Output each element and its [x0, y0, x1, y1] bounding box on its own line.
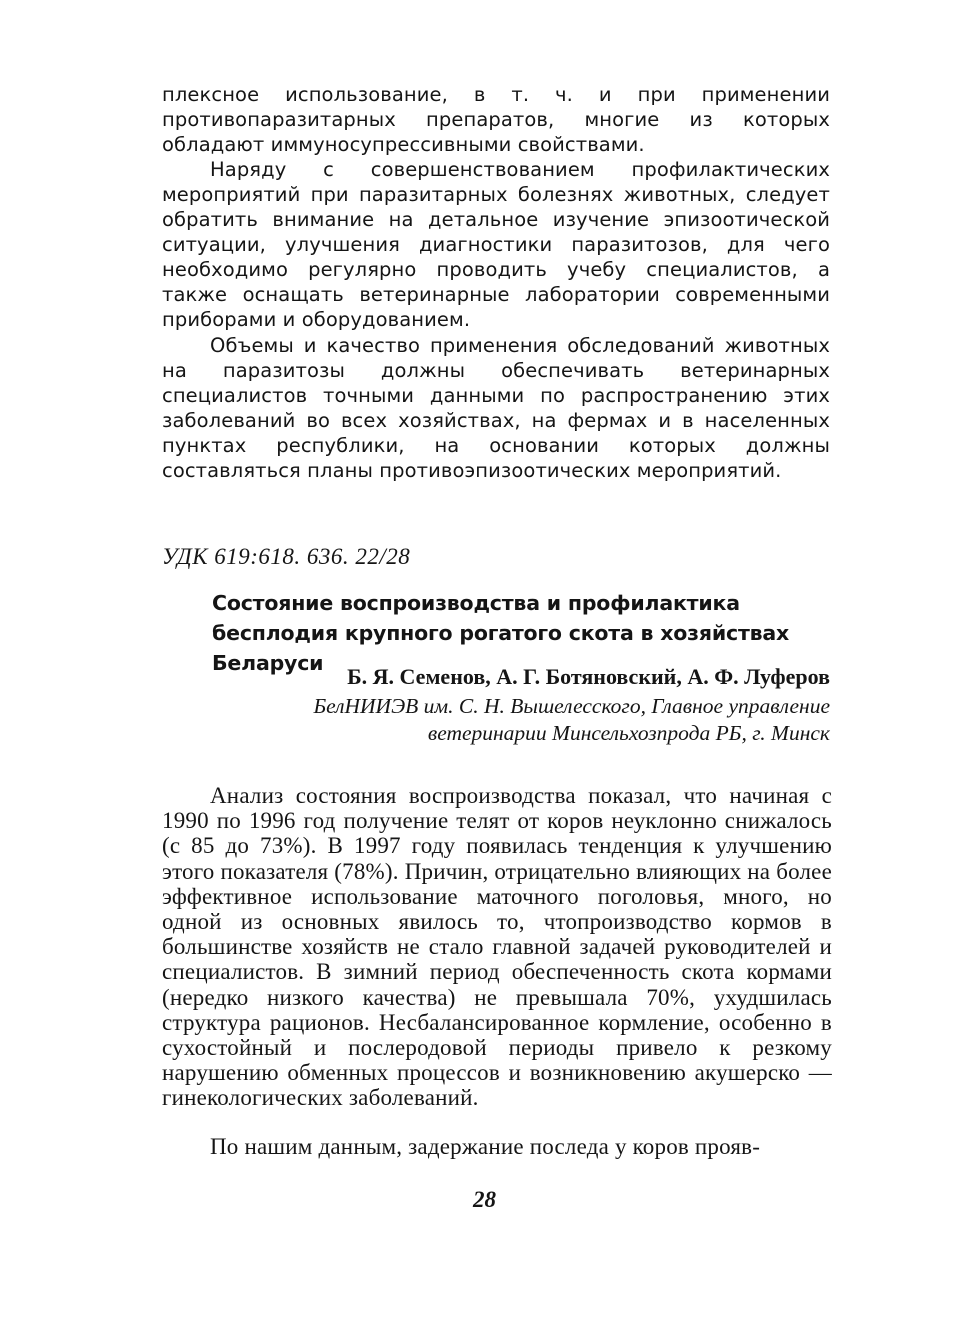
affiliation: БелНИИЭВ им. С. Н. Вышелесского, Главное управление ветеринарии Минсельхозпрода РБ, г. Минск	[313, 694, 830, 745]
paragraph-1: плексное использование, в т. ч. и при применении противопаразитарных препаратов, многие из которых обладают иммуносупрессивными свойствами.	[162, 83, 830, 156]
paragraph-2: Наряду с совершенствованием профилактических мероприятий при паразитарных болезнях животных, следует обратить внимание на детальное изучение эпизоотической ситуации, улучшения диагностики паразитозов, для чего необходимо регулярно проводить учебу специалистов, а также оснащать ветеринарные лаборатории современными приборами и оборудованием.	[162, 158, 830, 331]
body-paragraph-1: Анализ состояния воспроизводства показал, что начиная с 1990 по 1996 год получение телят от коров неуклонно снижалось (с 85 до 73%). В 1997 году появилась тенденция к улучшению этого показателя (78%). Причин, отрицательно влияющих на более эффективное использование маточного поголовья, много, но одной из основных явилось то, чтопроизводство кормов в большинстве хозяйств не стало главной задачей руководителей и специалистов. В зимний период обеспеченность скота кормами (нередко низкого качества) не превышала 70%, ухудшилась структура рационов. Несбалансированное кормление, особенно в сухостойный и послеродовой периоды привело к резкому нарушению обменных процессов и возникновению акушерско — гинекологических заболеваний.	[162, 783, 832, 1111]
page-number: 28	[473, 1187, 496, 1212]
article-title: Состояние воспроизводства и профилактика бесплодия крупного рогатого скота в хозяйствах Беларуси	[212, 591, 790, 675]
paragraph-3: Объемы и качество применения обследований животных на паразитозы должны обеспечивать ветеринарных специалистов точными данными по распространению этих заболеваний во всех хозяйствах, на фермах и в населенных пунктах республики, на основании которых должны составляться планы противоэпизоотических мероприятий.	[162, 334, 830, 482]
body-paragraph-2: По нашим данным, задержание последа у коров прояв-	[210, 1134, 761, 1159]
authors: Б. Я. Семенов, А. Г. Ботяновский, А. Ф. Луферов	[347, 664, 830, 689]
udc-code: УДК 619:618. 636. 22/28	[162, 544, 411, 569]
